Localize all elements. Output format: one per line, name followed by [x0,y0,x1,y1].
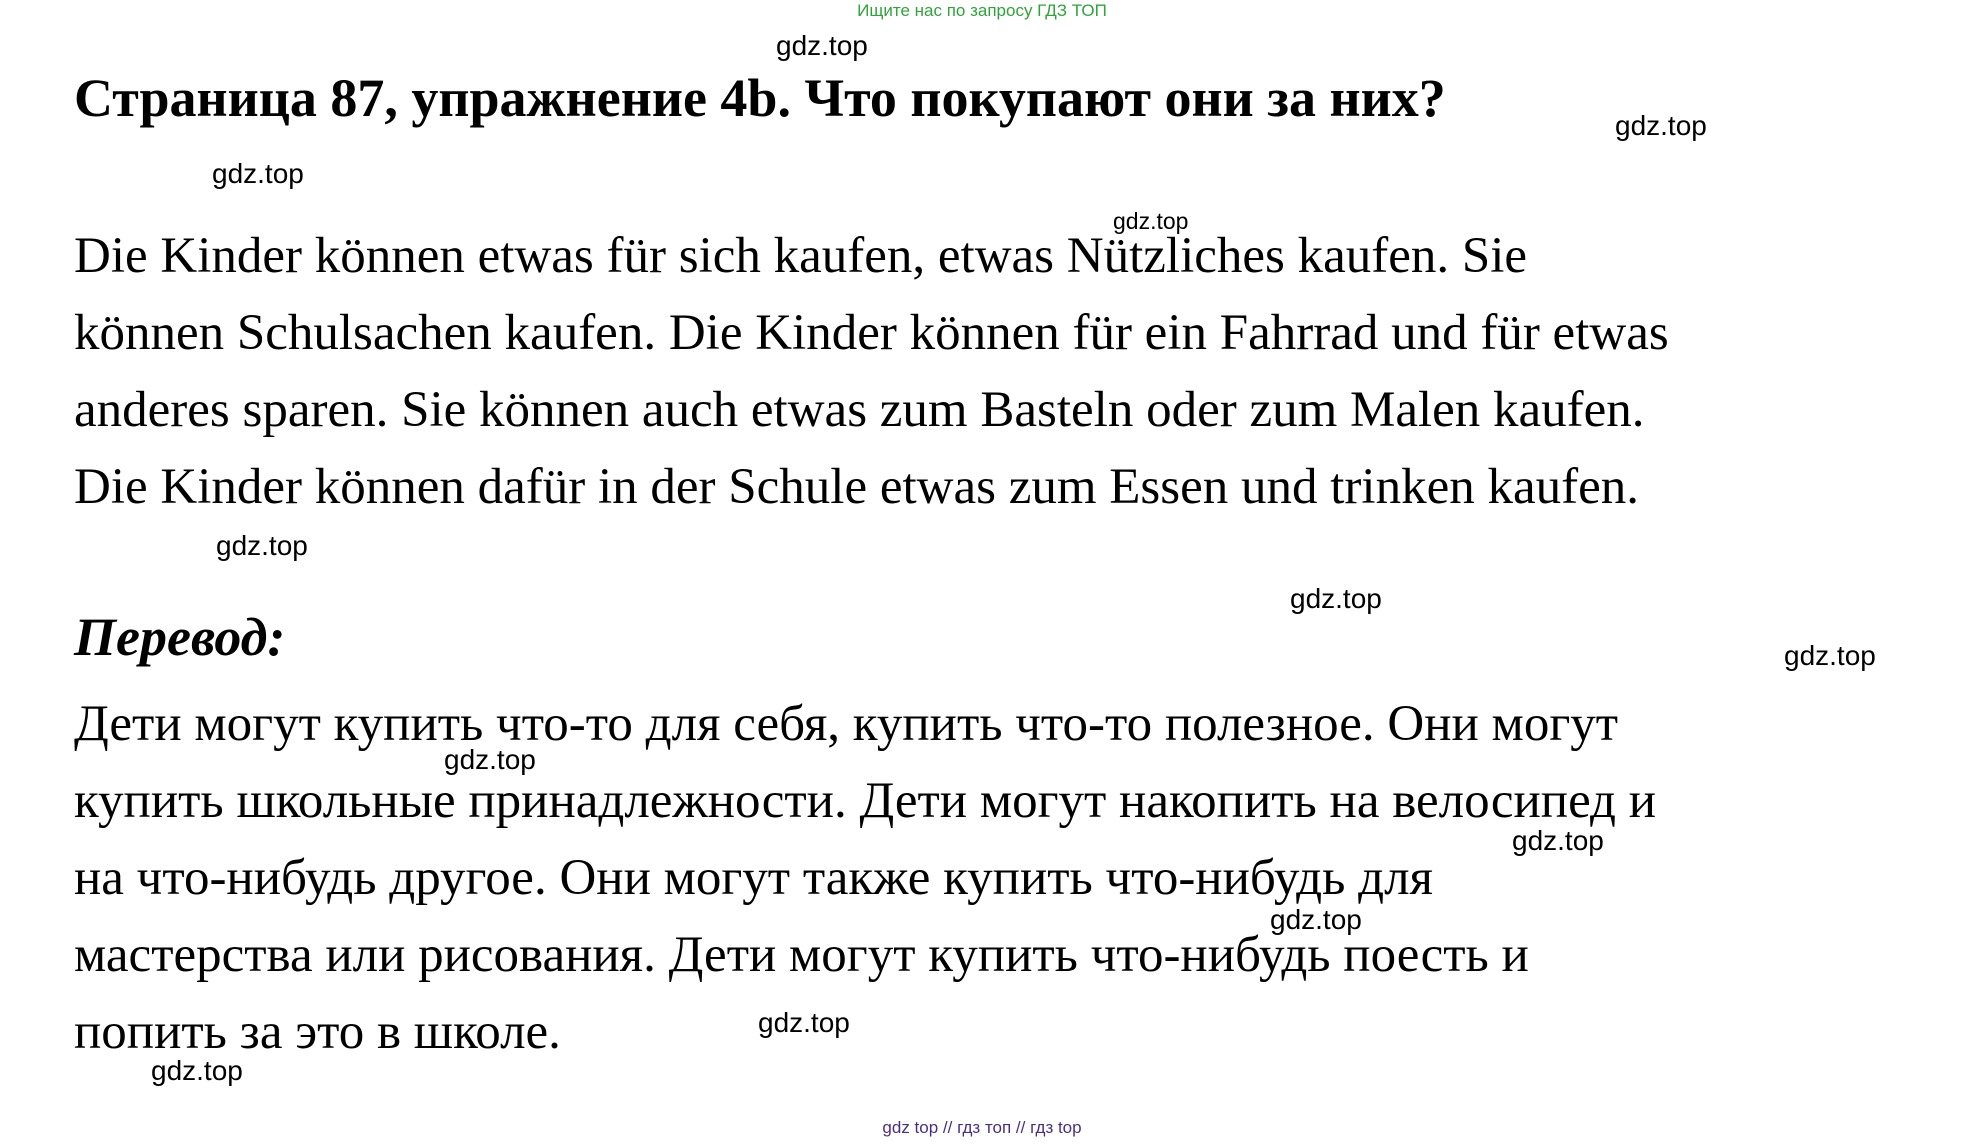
watermark: gdz.top [1784,640,1876,671]
watermark: gdz.top [1512,825,1604,856]
top-banner: Ищите нас по запросу ГДЗ ТОП [857,1,1107,20]
page-title: Страница 87, упражнение 4b. Что покупают они за них? [74,68,1446,128]
russian-line: мастерства или рисования. Дети могут купить что-нибудь поесть и [74,927,1529,983]
footer-links: gdz top // гдз топ // гдз top [882,1118,1082,1137]
russian-line: на что-нибудь другое. Они могут также купить что-нибудь для [74,850,1433,906]
german-text [74,218,1944,526]
german-line: Die Kinder können dafür in der Schule etwas zum Essen und trinken kaufen. [74,459,1639,515]
russian-text [74,686,1944,1071]
watermark: gdz.top [216,530,308,561]
russian-line: купить школьные принадлежности. Дети могут накопить на велосипед и [74,773,1657,829]
german-line: können Schulsachen kaufen. Die Kinder können für ein Fahrrad und für etwas [74,305,1669,361]
watermark: gdz.top [1615,110,1707,141]
watermark: gdz.top [1290,583,1382,614]
russian-line: Дети могут купить что-то для себя, купить что-то полезное. Они могут [74,696,1619,752]
watermark: gdz.top [151,1055,243,1086]
watermark: gdz.top [212,158,304,189]
translation-label: Перевод: [74,607,286,667]
watermark: gdz.top [776,30,868,61]
german-line: anderes sparen. Sie können auch etwas zum Basteln oder zum Malen kaufen. [74,382,1645,438]
watermark: gdz.top [1270,904,1362,935]
watermark: gdz.top [444,744,536,775]
watermark: gdz.top [1113,208,1189,234]
german-line: Die Kinder können etwas für sich kaufen, etwas Nützliches kaufen. Sie [74,228,1528,284]
russian-line: попить за это в школе. [74,1004,561,1060]
watermark: gdz.top [758,1007,850,1038]
